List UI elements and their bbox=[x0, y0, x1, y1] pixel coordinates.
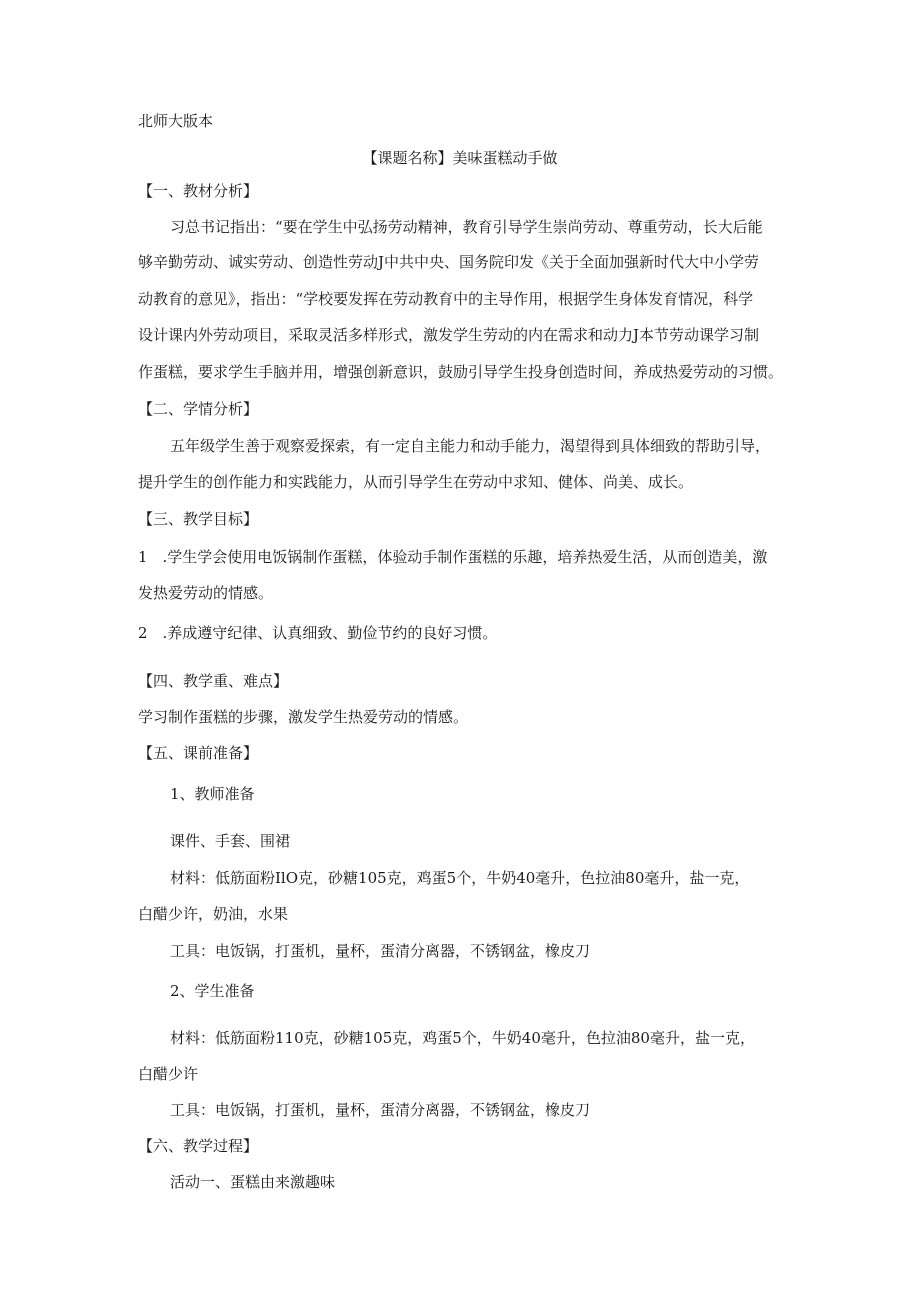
student-prep-tools: 工具：电饭锅，打蛋机，量杯，蛋清分离器，不锈钢盆，橡皮刀 bbox=[170, 1101, 591, 1119]
section-heading-textbook-analysis: 【一、教材分析】 bbox=[138, 182, 259, 200]
paragraph-line: 够辛勤劳动、诚实劳动、创造性劳动J中共中央、国务院印发《关于全面加强新时代大中小学劳 bbox=[138, 253, 760, 271]
paragraph-line: 动教育的意见》，指出：“学校要发挥在劳动教育中的主导作用，根据学生身体发育情况，科学 bbox=[138, 290, 754, 308]
section-heading-teaching-process: 【六、教学过程】 bbox=[138, 1137, 259, 1155]
section-heading-key-points: 【四、教学重、难点】 bbox=[138, 672, 289, 690]
edition-label: 北师大版本 bbox=[138, 112, 214, 130]
lesson-title: 【课题名称】美味蛋糕动手做 bbox=[362, 149, 558, 167]
teacher-prep-materials-continued: 白醋少许，奶油，水果 bbox=[138, 905, 289, 923]
teacher-prep-materials: 材料：低筋面粉IlO克，砂糖105克，鸡蛋5个，牛奶40毫升，色拉油80毫升，盐一克， bbox=[170, 869, 750, 887]
goal-item-1-continued: 发热爱劳动的情感。 bbox=[138, 584, 274, 602]
teacher-prep-tools: 工具：电饭锅，打蛋机，量杯，蛋清分离器，不锈钢盆，橡皮刀 bbox=[170, 942, 591, 960]
goal-item-2: 2 .养成遵守纪律、认真细致、勤俭节约的良好习惯。 bbox=[138, 624, 498, 642]
paragraph-line: 习总书记指出：“要在学生中弘扬劳动精神，教育引导学生崇尚劳动、尊重劳动，长大后能 bbox=[170, 218, 763, 236]
key-points-text: 学习制作蛋糕的步骤，激发学生热爱劳动的情感。 bbox=[138, 708, 469, 726]
paragraph-line: 作蛋糕，要求学生手脑并用，增强创新意识，鼓励引导学生投身创造时间，养成热爱劳动的习惯。 bbox=[138, 363, 784, 381]
teacher-prep-title: 1、教师准备 bbox=[170, 785, 255, 803]
student-prep-materials: 材料：低筋面粉110克，砂糖105克，鸡蛋5个，牛奶40毫升，色拉油80毫升，盐一克， bbox=[170, 1029, 755, 1047]
student-prep-title: 2、学生准备 bbox=[170, 982, 255, 1000]
paragraph-line: 设计课内外劳动项目，采取灵活多样形式，激发学生劳动的内在需求和动力J本节劳动课学习制 bbox=[138, 326, 760, 344]
section-heading-student-analysis: 【二、学情分析】 bbox=[138, 400, 259, 418]
paragraph-line: 提升学生的创作能力和实践能力，从而引导学生在劳动中求知、健体、尚美、成长。 bbox=[138, 473, 694, 491]
teacher-prep-items: 课件、手套、围裙 bbox=[170, 832, 291, 850]
section-heading-teaching-goals: 【三、教学目标】 bbox=[138, 510, 259, 528]
student-prep-materials-continued: 白醋少许 bbox=[138, 1065, 199, 1083]
paragraph-line: 五年级学生善于观察爱探索，有一定自主能力和动手能力，渴望得到具体细致的帮助引导， bbox=[170, 437, 771, 455]
section-heading-preparation: 【五、课前准备】 bbox=[138, 744, 259, 762]
goal-item-1: 1 .学生学会使用电饭锅制作蛋糕，体验动手制作蛋糕的乐趣，培养热爱生活，从而创造美，激 bbox=[138, 548, 768, 566]
activity-1-title: 活动一、蛋糕由来激趣味 bbox=[170, 1173, 336, 1191]
